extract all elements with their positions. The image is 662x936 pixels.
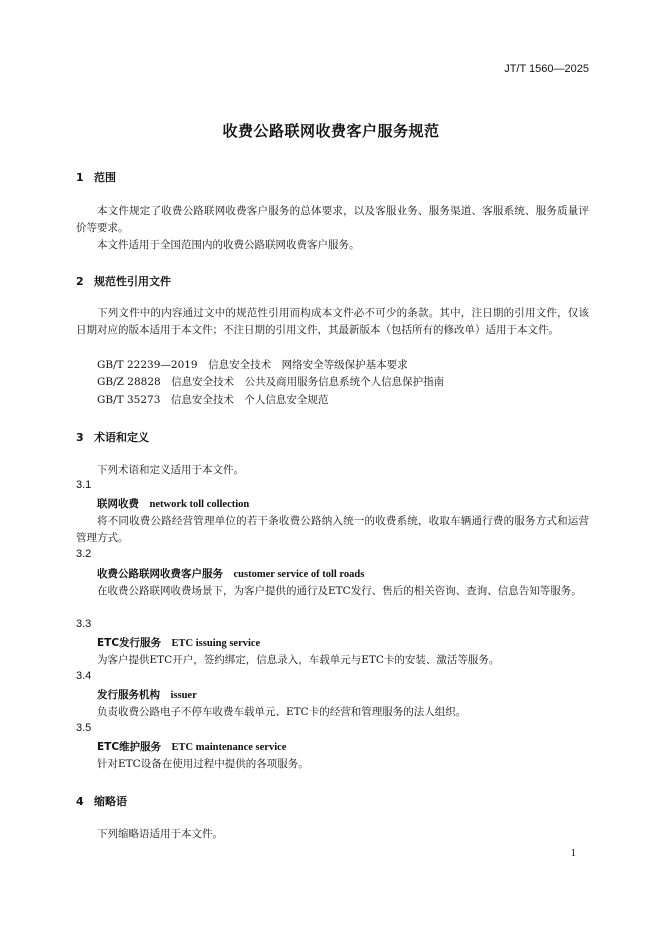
section-number: 2	[76, 275, 84, 288]
section-number: 3	[76, 431, 84, 444]
term-name-en: ETC issuing service	[171, 638, 261, 649]
term-name-en: ETC maintenance service	[171, 742, 287, 753]
term-number: 3.3	[76, 618, 92, 630]
term-definition: 在收费公路联网收费场景下，为客户提供的通行及ETC发行、售后的相关咨询、查询、信息告知等服务。	[97, 585, 582, 597]
section-4-heading	[76, 793, 127, 809]
term-name-en: customer service of toll roads	[233, 569, 365, 580]
section-number: 1	[76, 171, 84, 184]
term-name	[97, 566, 364, 581]
section-number: 4	[76, 795, 84, 808]
page-number: 1	[570, 847, 576, 859]
document-title: 收费公路联网收费客户服务规范	[222, 122, 440, 140]
reference-item: GB/T 22239—2019 信息安全技术 网络安全等级保护基本要求	[97, 359, 408, 371]
section-title: 缩略语	[94, 795, 127, 808]
section-1-heading	[76, 169, 116, 185]
section-title: 范围	[94, 171, 116, 184]
term-number: 3.1	[76, 479, 92, 491]
section-title: 术语和定义	[94, 431, 149, 444]
term-definition: 为客户提供ETC开户，签约绑定，信息录入，车载单元与ETC卡的安装、激活等服务。	[97, 654, 500, 666]
section-title: 规范性引用文件	[94, 275, 171, 288]
term-definition: 负责收费公路电子不停车收费车载单元、ETC卡的经营和管理服务的法人组织。	[97, 706, 467, 718]
term-name-zh: 发行服务机构	[97, 689, 160, 701]
term-number: 3.4	[76, 670, 92, 682]
term-name-en: issuer	[170, 690, 197, 701]
term-name-zh: ETC发行服务	[97, 637, 162, 649]
term-name	[97, 739, 286, 754]
term-number: 3.2	[76, 548, 92, 560]
term-name	[97, 635, 260, 650]
term-definition: 针对ETC设备在使用过程中提供的各项服务。	[97, 758, 309, 770]
term-name-zh: 联网收费	[97, 498, 139, 510]
section-2-heading	[76, 273, 171, 289]
term-definition: 将不同收费公路经营管理单位的若干条收费公路纳入统一的收费系统，收取车辆通行费的服务方式和运营管理方式。	[76, 515, 589, 544]
section-3-intro: 下列术语和定义适用于本文件。	[97, 464, 244, 476]
section-1-paragraph-1: 本文件规定了收费公路联网收费客户服务的总体要求，以及客服业务、服务渠道、客服系统、服务质量评价等要求。	[76, 205, 589, 234]
section-4-intro: 下列缩略语适用于本文件。	[97, 828, 223, 840]
section-2-paragraph-1: 下列文件中的内容通过文中的规范性引用而构成本文件必不可少的条款。其中，注日期的引用文件，仅该日期对应的版本适用于本文件；不注日期的引用文件，其最新版本（包括所有的修改单）适用于本文件。	[76, 307, 589, 336]
reference-item: GB/Z 28828 信息安全技术 公共及商用服务信息系统个人信息保护指南	[97, 376, 445, 388]
section-3-heading	[76, 429, 149, 445]
reference-item: GB/T 35273 信息安全技术 个人信息安全规范	[97, 394, 329, 406]
term-name	[97, 496, 249, 511]
term-name-zh: 收费公路联网收费客户服务	[97, 568, 223, 580]
term-name-zh: ETC维护服务	[97, 741, 162, 753]
standard-code: JT/T 1560—2025	[504, 63, 589, 75]
section-1-paragraph-2: 本文件适用于全国范围内的收费公路联网收费客户服务。	[97, 239, 360, 251]
term-name-en: network toll collection	[149, 499, 250, 510]
term-number: 3.5	[76, 722, 92, 734]
term-name	[97, 687, 197, 702]
